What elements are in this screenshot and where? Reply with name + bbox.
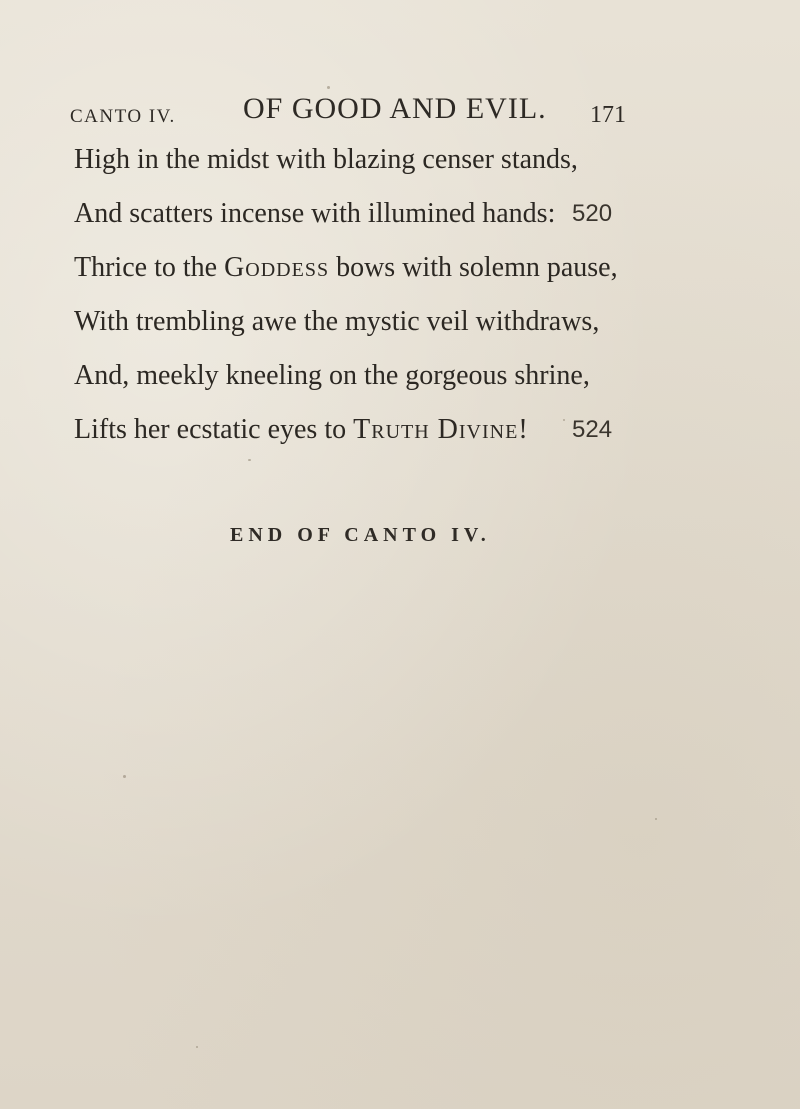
verse-line	[74, 187, 734, 241]
verse-line	[74, 403, 734, 457]
paper-speck	[123, 775, 126, 778]
verse-line	[74, 133, 734, 187]
page-number: 171	[590, 102, 626, 128]
verse-block	[74, 133, 734, 457]
verse-text: High in the midst with blazing censer stands,	[74, 144, 578, 175]
paper-speck	[196, 1046, 198, 1048]
verse-text: Lifts her ecstatic eyes to	[74, 414, 354, 445]
line-number: 524	[572, 416, 613, 443]
verse-text: And, meekly kneeling on the gorgeous shrine,	[74, 360, 590, 391]
paper-speck	[655, 818, 657, 820]
verse-small-caps: Goddess	[224, 252, 330, 283]
verse-text-after: bows with solemn pause,	[329, 252, 618, 283]
running-title: OF GOOD AND EVIL.	[243, 92, 547, 125]
paper-speck	[563, 419, 565, 421]
verse-text: Thrice to the	[74, 252, 225, 283]
verse-line	[74, 241, 734, 295]
canto-label: CANTO IV.	[70, 106, 176, 127]
line-number: 520	[572, 200, 613, 227]
verse-small-caps: Truth Divine	[353, 414, 519, 445]
end-of-canto-note: END OF CANTO IV.	[230, 524, 491, 546]
verse-text-after: !	[518, 414, 528, 445]
verse-line	[74, 349, 734, 403]
verse-line	[74, 295, 734, 349]
running-head	[0, 92, 800, 132]
verse-text: With trembling awe the mystic veil withdraws,	[74, 306, 600, 337]
paper-speck	[248, 459, 251, 461]
paper-speck	[327, 86, 330, 89]
verse-text: And scatters incense with illumined hands:	[74, 198, 556, 229]
